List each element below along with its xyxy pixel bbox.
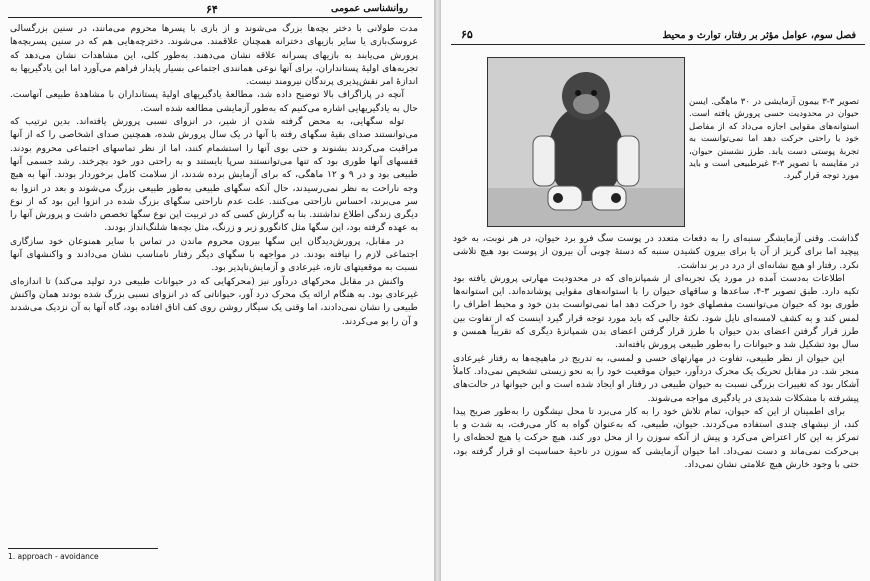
- left-paragraph-5: واکنش در مقابل محرکهای دردآور نیز (محرکهایی که در حیوانات طبیعی درد تولید می‌کند) تا اندازه‌ای غیرعادی بود. به هنگام ارائه یک محرک درد آور، حیواناتی که در انزوای نسبی بزرگ شده بودند همان واکنش طبیعی را نشان نمی‌دادند، اما وقتی یک سیگار روشن روی کف اتاق افتاده بود، گاه آنها به آن نزدیک می‌شدند و آن را بو می‌کردند.: [10, 275, 418, 327]
- left-paragraph-4: در مقابل، پرورش‌دیدگان این سگها بیرون محروم ماندن در تماس با سایر همنوعان خود سازگاری اجتماعی لازم را نیافته بودند. در مواجهه با سگهای دیگر رفتار نامناسب نشان می‌دادند و واکنشهای آنها نسبت به موقعیتهای تازه، غیرعادی و آزمایش‌ناپذیر بود.: [10, 235, 418, 274]
- right-running-head: فصل سوم، عوامل مؤثر بر رفتار، توارث و محیط: [662, 30, 856, 41]
- left-paragraph-2: آنچه در پاراگراف بالا توضیح داده شد، مطالعهٔ یادگیریهای اولیهٔ پستانداران با مشاهدهٔ طبیعی آنهاست. حال به یادگیریهایی اشاره می‌کنیم که به‌طور آزمایشی مطالعه شده است.: [10, 89, 418, 114]
- left-page-number: ۶۴: [206, 3, 218, 16]
- book-gutter: [434, 0, 441, 581]
- left-paragraph-1: مدت طولانی با دختر بچه‌ها بزرگ می‌شوند و از بازی با پسرها محروم می‌مانند، در سنین بزرگسالی عروسک‌بازی یا سایر بازیهای دخترانه همچنان علاقمند. می‌شوند. دخترچه‌هایی هم که در سنین پسربچه‌ها پرورش می‌یابند به بازیهای پسرانه علاقه نشان می‌دهند. به‌طور کلی، این مشاهدات نشان می‌دهد که تجربه‌های اولیهٔ پستانداران، برای آنها نوعی همانندی اجتماعی بسیار پایدار فراهم می‌آورد اما این یادگیریها به اندازهٔ امر نقش‌پذیری پرندگان نیرومند نیست.: [10, 23, 418, 88]
- left-running-head: روانشناسی عمومی: [331, 3, 408, 14]
- right-page-number: ۶۵: [461, 28, 473, 41]
- left-body-text: [10, 22, 418, 536]
- footnote: 1. approach - avoidance: [8, 552, 99, 561]
- figure-caption: تصویر ۳-۳ بیمون آزمایشی در ۳۰ ماهگی. ایسن حیوان در محدودیت حسی پرورش یافته است. استوانه‌های مقوایی اجازه می‌داد که از مفاصل خود با راحتی حرکت دهد اما نمی‌توانست به تجربهٔ پوستی دست یابد. طرز نشستن حیوان، در مقایسه با تصویر ۳-۳ غیرطبیعی است و باید مورد توجه قرار گیرد.: [689, 97, 859, 182]
- right-header-rule: [451, 44, 865, 45]
- right-body-text: [453, 232, 859, 572]
- left-paragraph-3: توله سگهایی، به محض گرفته شدن از شیر، در انزوای نسبی پرورش یافته‌اند. بدین ترتیب که می‌توانستند صدای بقیهٔ سگهای رفته با آنها در یک سال پرورش شده، همچنین صدای اشخاصی را که از آنها مراقبت می‌کردند بشنوند و حتی بوی آنها را استشمام کنند، اما از نظر تماسهای اجتماعی محروم بودند. قفسهای آنها طوری بود که تنها می‌توانستند سرپا بایستند و به راحتی دور خود بچرخند. رشد جسمی آنها طبیعی بود و در ۹ و ۱۲ ماهگی، که برای آزمایش برده شدند، از سلامت کامل برخوردار بودند. آنها به هیچ وجه ناراحت به نظر نمی‌رسیدند، حال آنکه سگهای طبیعی به‌طور طبیعی بزرگ می‌شوند و بعد در انزوا به سر می‌برند، احساس ناراحتی می‌کنند. علت عدم ناراحتی سگهای بزرگ شده در انزوا این بود که از نوع دیگری زندگی اطلاع نداشتند. بنا به گزارش کسی که در تربیت این نوع سگها تخصص داشت و پرورش آنها را به عهده گرفته بود، این سگها مثل کانگورو زبر و زرنگ، مثل بچه‌ها شلنگ‌انداز بودند.: [10, 116, 418, 234]
- right-paragraph-3: این حیوان از نظر طبیعی، تفاوت در مهارتهای حسی و لمسی، به تدریج در ماهیچه‌ها به رفتار غیرعادی منجر شد. در مقابل تحریک یک محرک دردآور، حیوان موقعیت خود را به نحو زیستی تشخیص نمی‌داد. کاملاً آشکار بود که تغییرات بزرگی نسبت به حیوان طبیعی در رفتار او ایجاد شده است و این حیوانها در حالت‌های پیشرفته با مشکلات شدیدی در یادگیری مواجه می‌شوند.: [453, 352, 859, 404]
- right-paragraph-2: اطلاعات به‌دست آمده در مورد یک تجربه‌ای از شمپانزه‌ای که در محدودیت مهارتی پرورش یافته بود تکیه دارد. طبق تصویر ۳-۴، ساعدها و ساقهای حیوان را با استوانه‌های مقوایی پوشانده‌اند. این استوانه‌ها طوری بود که حیوان می‌توانست مفصلهای خود را حرکت دهد اما نمی‌توانست بدن خود و محیط اطراف را لمس کند و به کشف لامسه‌ای نایل شود. نکتهٔ جالبی که باید مورد توجه قرار گیرد اینست که از تفاوت بین طرز قرار گرفتن اعضای بدن حیوان با طرز قرار گرفتن اعضای بدن شمپانزهٔ دیگری که تقریباً همسن و سال بود تشکیل شد و حیوانات را به‌طور طبیعی پرورش یافته‌اند.: [453, 272, 859, 351]
- left-header-rule: [8, 17, 422, 18]
- left-page: [0, 0, 434, 581]
- chimpanzee-photo-drawing: [488, 58, 684, 226]
- right-paragraph-1: گذاشت. وقتی آزمایشگر سنبه‌ای را به دفعات متعدد در پوست سگ فرو برد حیوان، در هر نوبت، به خود پیچید اما برای گریز از آن یا برای بیرون کشیدن سنبه که دستهٔ چوبی آن بیرون از پوست بود هیچ تلاشی نکرد. رفتار او هیچ نشانه‌ای از درد در بر نداشت.: [453, 233, 859, 271]
- right-page: [441, 0, 870, 581]
- chimpanzee-photo: [487, 57, 685, 227]
- footnote-rule: [8, 548, 158, 549]
- right-paragraph-4: برای اطمینان از این که حیوان، تمام تلاش خود را به کار می‌برد تا محل نیشگون را به‌طور صریح پیدا کند، از نیشهای چندی استفاده می‌کردند. حیوان، طبیعی، که به‌عنوان گواه به کار می‌رفت، به شدت و با تمرکز به این کار اعتراض می‌کرد و پیش از آنکه سوزن را از محل دور کند، هیچ حرکت یا هیچ لحظه‌ای را بی‌حرکت نمی‌ماند و دست نمی‌داد. اما حیوان آزمایشی که سوزن در ناحیهٔ حساسیت او قرار گرفته بود، حتی با وجود خارش هیچ علامتی نشان نمی‌داد.: [453, 405, 859, 471]
